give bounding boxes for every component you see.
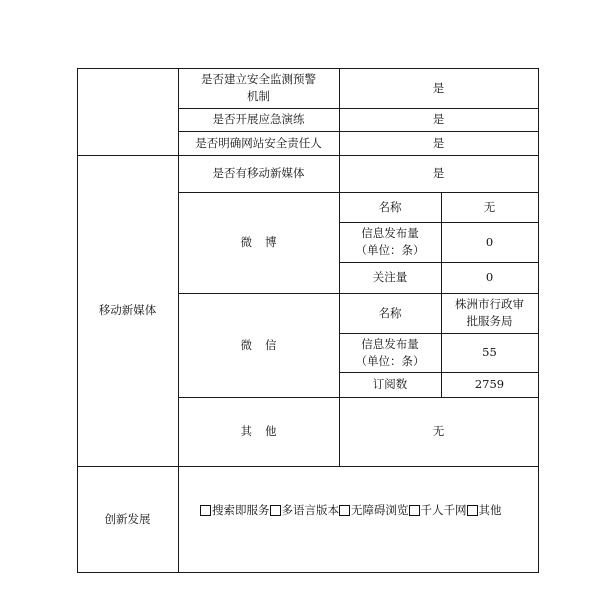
weibo-name-label: 名称 [378,199,402,214]
checkbox-icon[interactable] [467,505,478,516]
innovation-option-label: 搜索即服务 [212,502,270,517]
innovation-option-label: 无障碍浏览 [351,502,409,517]
wechat-subscribers-value: 2759 [474,377,505,391]
weibo-label: 微博 [240,235,290,249]
innovation-option[interactable] [200,502,270,519]
has-mobile-media-label: 是否有移动新媒体 [212,166,305,180]
innovation-option[interactable] [409,502,467,519]
weibo-posts-value: 0 [485,234,494,249]
security-owner-value: 是 [432,135,445,150]
checkbox-icon[interactable] [409,505,420,516]
emergency-drill-value: 是 [432,112,445,126]
security-mechanism-value: 是 [432,80,445,95]
innovation-option-label: 其他 [478,502,502,517]
security-owner-label: 是否明确网站安全责任人 [195,135,322,150]
weibo-name-value: 无 [483,199,496,214]
innovation-option[interactable] [339,502,409,519]
weibo-posts-label: 信息发布量 （单位：条） [355,226,425,257]
innovation-option[interactable] [467,502,502,519]
innovation-option-label: 多语言版本 [281,502,339,517]
innovation-option[interactable] [270,502,340,519]
innovation-option-label: 千人千网 [420,502,467,517]
has-mobile-media-value: 是 [432,166,445,180]
wechat-name-value: 株洲市行政审 批服务局 [455,297,524,328]
weibo-followers-label: 关注量 [372,270,408,284]
checkbox-icon[interactable] [339,505,350,516]
checkbox-icon[interactable] [200,505,211,516]
other-media-value: 无 [432,424,445,438]
innovation-options [178,466,538,554]
wechat-name-label: 名称 [378,305,402,320]
innovation-section-label: 创新发展 [104,511,151,526]
emergency-drill-label: 是否开展应急演练 [212,112,305,126]
wechat-posts-value: 55 [482,345,497,359]
wechat-label: 微信 [240,337,290,352]
other-media-label: 其他 [240,424,290,438]
checkbox-icon[interactable] [270,505,281,516]
security-mechanism-label: 是否建立安全监测预警机制 [201,72,316,103]
mobile-media-section-label: 移动新媒体 [98,303,157,317]
wechat-posts-label: 信息发布量 （单位：条） [355,336,425,368]
weibo-followers-value: 0 [485,270,494,284]
wechat-subscribers-label: 订阅数 [372,377,408,391]
